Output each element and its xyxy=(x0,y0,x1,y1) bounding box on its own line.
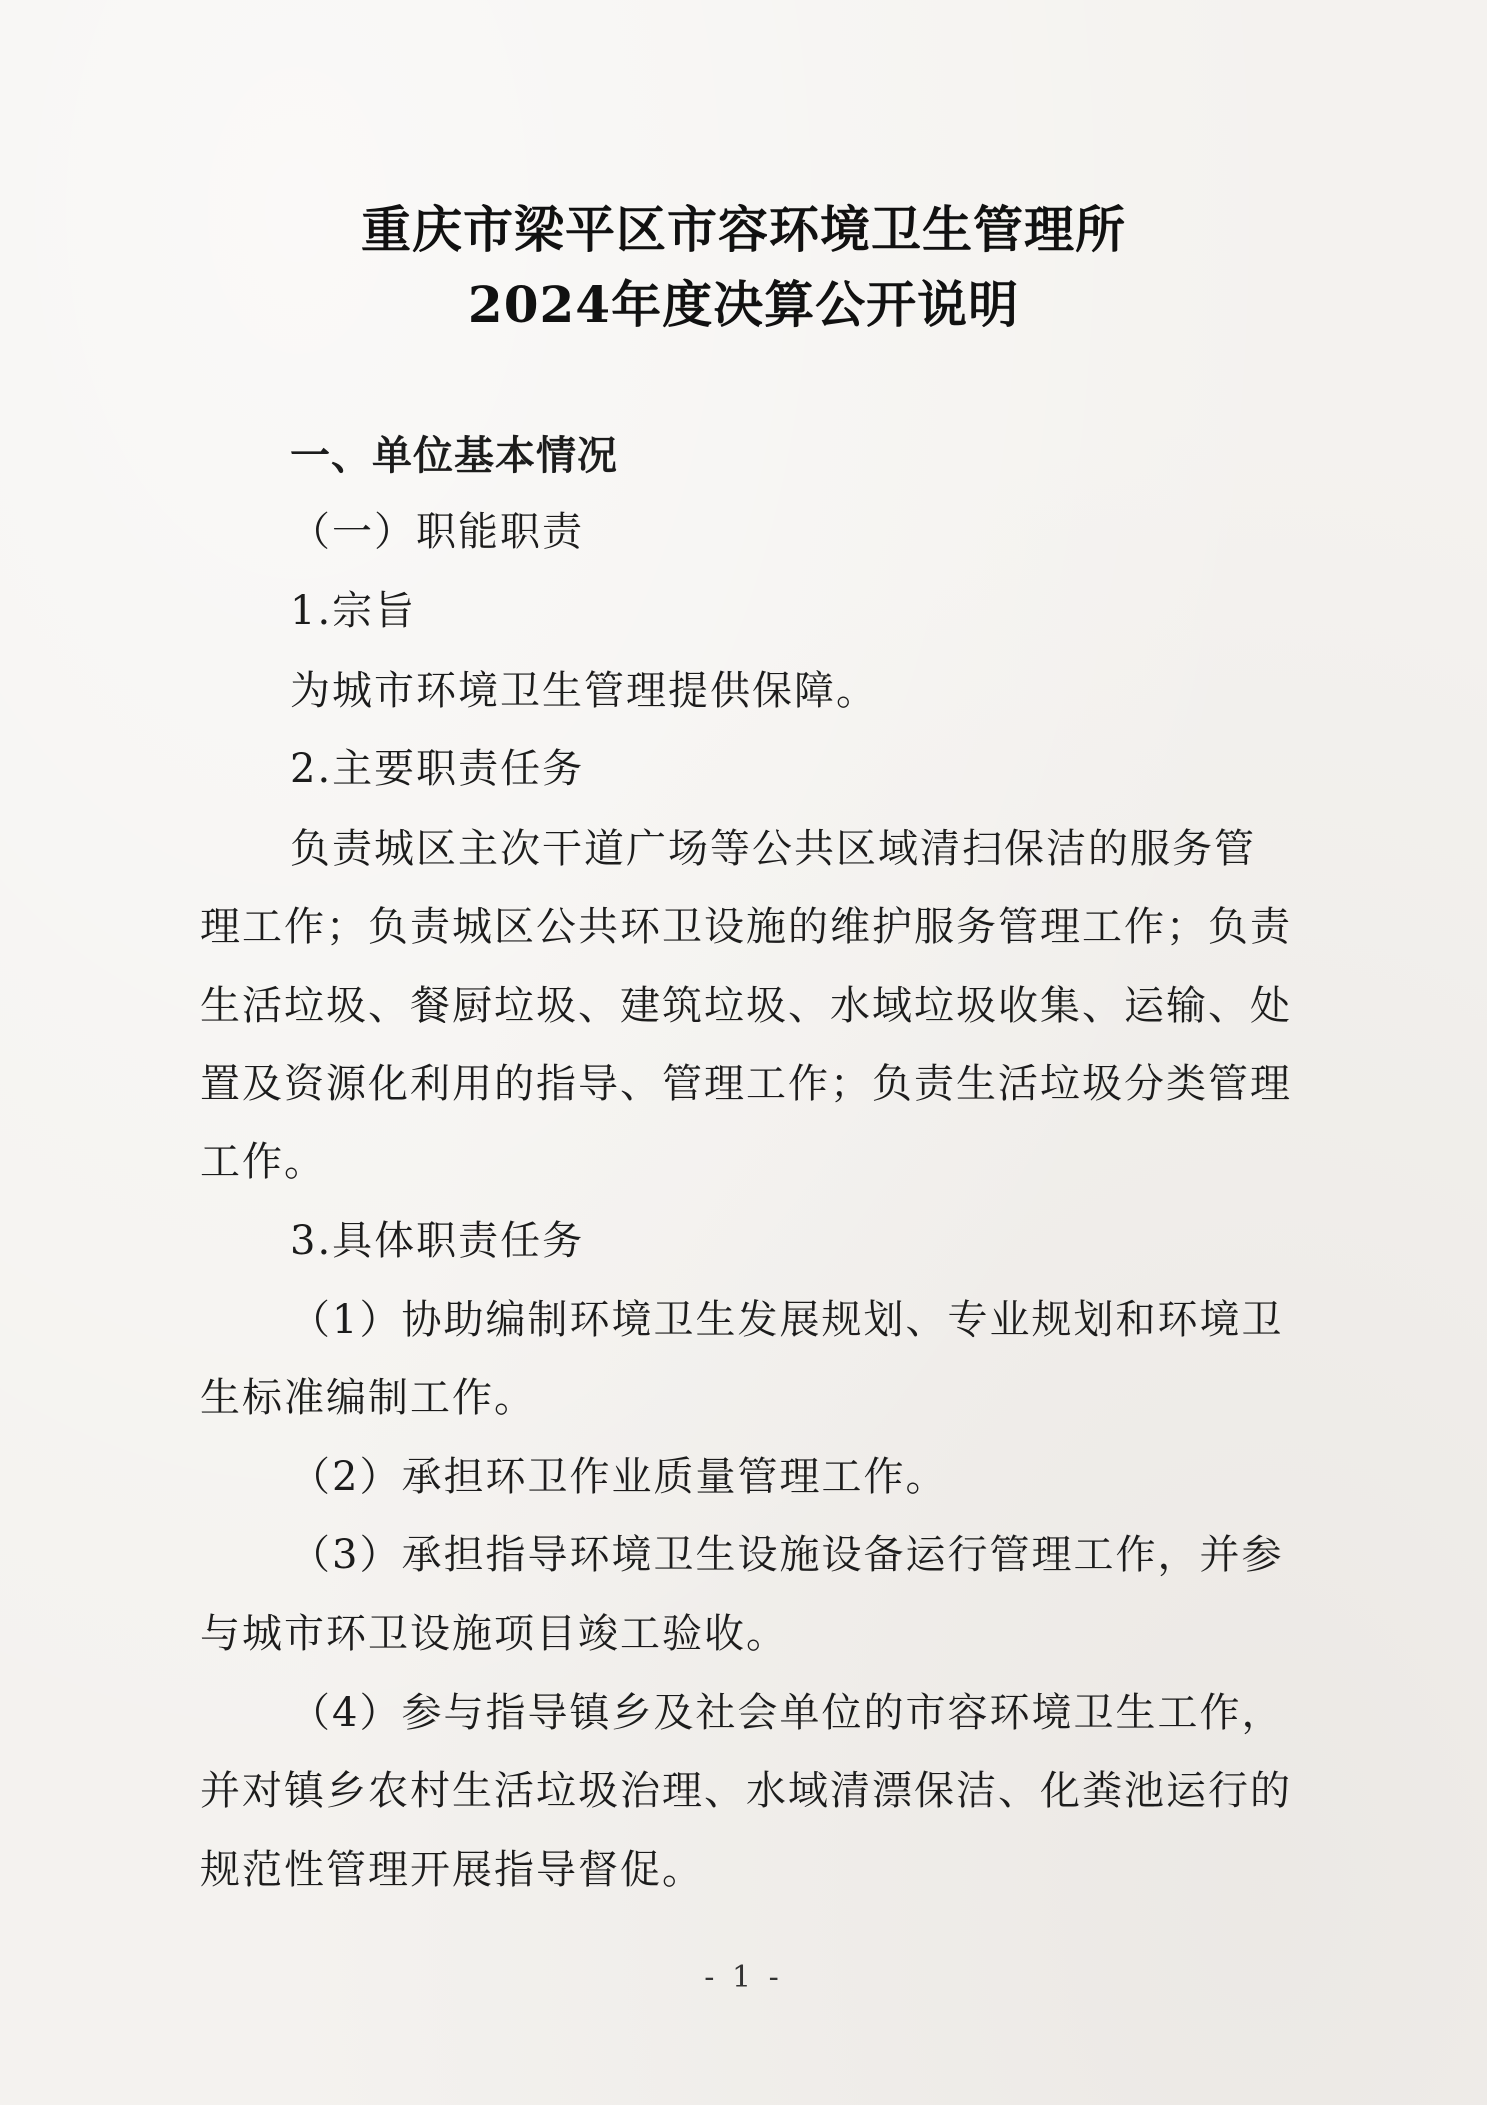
paragraph-line: 生活垃圾、餐厨垃圾、建筑垃圾、水域垃圾收集、运输、处 xyxy=(200,983,1292,1029)
subsection-heading-functions: （一）职能职责 xyxy=(290,509,584,555)
duty-line: （4）参与指导镇乡及社会单位的市容环境卫生工作， xyxy=(290,1690,1284,1736)
duty-line: 与城市环卫设施项目竣工验收。 xyxy=(200,1611,788,1657)
paragraph-line: 置及资源化利用的指导、管理工作；负责生活垃圾分类管理 xyxy=(200,1061,1292,1107)
item-heading-specific-duties: 3.具体职责任务 xyxy=(290,1218,585,1264)
item-heading-purpose: 1.宗旨 xyxy=(290,588,417,634)
duty-line: （1）协助编制环境卫生发展规划、专业规划和环境卫 xyxy=(290,1297,1284,1343)
duty-line: 并对镇乡农村生活垃圾治理、水域清漂保洁、化粪池运行的 xyxy=(200,1768,1292,1814)
page-number: - 1 - xyxy=(704,1960,783,1995)
document-title-line-2: 2024年度决算公开说明 xyxy=(467,275,1020,334)
duty-line: （3）承担指导环境卫生设施设备运行管理工作，并参 xyxy=(290,1532,1284,1578)
item-heading-main-duties: 2.主要职责任务 xyxy=(290,746,585,792)
document-title-line-1: 重庆市梁平区市容环境卫生管理所 xyxy=(361,200,1126,259)
duty-line: 规范性管理开展指导督促。 xyxy=(200,1847,704,1893)
paragraph-line: 负责城区主次干道广场等公共区域清扫保洁的服务管 xyxy=(290,826,1256,872)
paragraph-line: 工作。 xyxy=(200,1139,326,1185)
item-text-purpose: 为城市环境卫生管理提供保障。 xyxy=(290,668,878,714)
duty-line: （2）承担环卫作业质量管理工作。 xyxy=(290,1454,948,1500)
duty-line: 生标准编制工作。 xyxy=(200,1375,536,1421)
paragraph-line: 理工作；负责城区公共环卫设施的维护服务管理工作；负责 xyxy=(200,904,1292,950)
section-heading-basic-info: 一、单位基本情况 xyxy=(290,433,618,479)
